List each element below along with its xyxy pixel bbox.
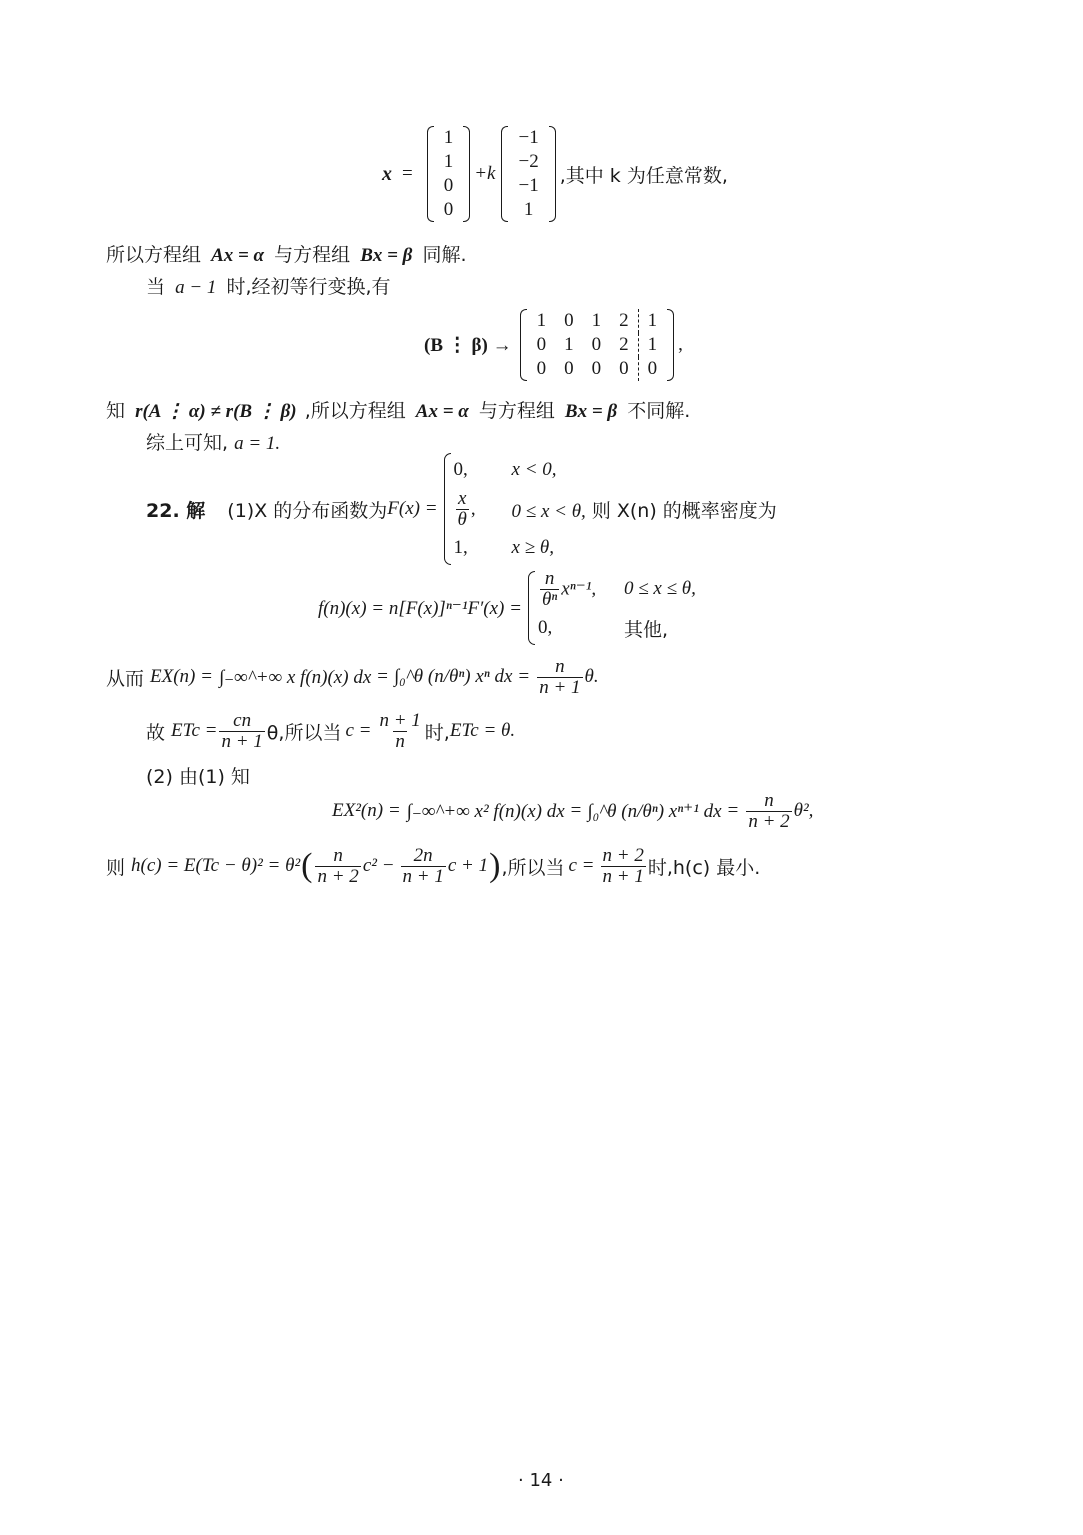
- part2-intro: [146, 762, 250, 789]
- case-value: [538, 569, 624, 610]
- arbitrary-constant-note: ,其中 k 为任意常数,: [559, 164, 728, 187]
- case-condition: 其他,: [623, 618, 668, 641]
- left-paren: (: [301, 847, 313, 884]
- vector-entry: 1: [443, 127, 454, 148]
- matrix-cell: 1: [591, 310, 602, 331]
- matrix-cell: 0: [564, 358, 574, 379]
- fraction-2n-over-n-plus-1: [401, 846, 446, 887]
- fraction-n-over-n-plus-1: [537, 657, 582, 698]
- comma: ,: [678, 334, 683, 355]
- result-a-equals-1: a = 1.: [234, 433, 281, 454]
- c-equals: c =: [345, 720, 372, 741]
- matrix-cell: 0: [619, 358, 629, 379]
- equals-sign: =: [727, 800, 739, 821]
- matrix-cell: 0: [564, 310, 574, 331]
- case-value: 1,: [453, 537, 468, 559]
- plus-k-term: +k: [474, 163, 496, 184]
- density-intro: 则 X(n) 的概率密度为: [591, 499, 777, 522]
- numerator: n: [764, 789, 774, 811]
- c-equals: c =: [568, 855, 595, 876]
- rank-inequality: r(A ⋮ α) ≠ r(B ⋮ β): [135, 401, 297, 422]
- text: 不同解.: [627, 400, 691, 422]
- power-term: xⁿ⁻¹,: [561, 578, 597, 599]
- vector-entry: 0: [443, 175, 454, 196]
- reduced-augmented-matrix: [520, 309, 675, 381]
- text: 时,经初等行变换,有: [226, 276, 391, 298]
- comma: ,: [470, 498, 476, 519]
- expectation-lhs: EX(n) =: [150, 666, 213, 687]
- vector-entry: −2: [518, 151, 539, 172]
- condition-a: a − 1: [175, 277, 217, 298]
- right-paren: ): [489, 847, 501, 884]
- case-value: 0,: [537, 617, 553, 639]
- density-equation: [318, 567, 706, 646]
- basis-solution-vector: [501, 126, 555, 222]
- density-piecewise: [526, 569, 706, 648]
- vector-entry: 1: [523, 199, 534, 220]
- second-moment-lhs: EX²(n) =: [332, 800, 401, 821]
- equals-sign: =: [402, 163, 413, 184]
- case-value: [454, 489, 512, 530]
- equation-bx-beta: Bx = β: [360, 245, 413, 266]
- vector-entry: −1: [518, 175, 539, 196]
- c-squared-term: c² −: [362, 855, 395, 876]
- text: 与方程组: [274, 244, 351, 266]
- expectation-line: [106, 654, 599, 700]
- fraction-n-plus-2-over-n-plus-1: [601, 846, 646, 887]
- matrix-cell: 0: [591, 334, 602, 355]
- text: 所以方程组: [106, 244, 202, 266]
- numerator: x: [457, 487, 467, 509]
- text: (2) 由(1) 知: [146, 766, 250, 788]
- vector-entry: 1: [443, 151, 454, 172]
- vector-entry: 0: [443, 199, 454, 220]
- particular-solution-vector: [427, 126, 471, 222]
- problem-22-part1-cdf: [146, 450, 787, 568]
- fraction-n-over-n-plus-2: [746, 791, 791, 832]
- equation-ax-alpha: Ax = α: [415, 401, 469, 422]
- text: 与方程组: [478, 400, 555, 422]
- numerator: n: [544, 567, 555, 589]
- case-value: 0,: [453, 458, 468, 480]
- denominator: θⁿ: [541, 588, 558, 610]
- etc-lhs: ETc =: [171, 720, 218, 741]
- fraction-cn-over-n-plus-1: [219, 711, 264, 752]
- rank-comparison-line: [106, 396, 690, 423]
- equals-sign: =: [570, 800, 582, 821]
- equals-sign: =: [377, 666, 388, 687]
- case-condition: x ≥ θ,: [511, 537, 554, 559]
- denominator: n + 2: [748, 810, 790, 832]
- case-condition: x < 0,: [511, 458, 557, 480]
- numerator: n: [555, 655, 565, 677]
- equation-bx-beta: Bx = β: [564, 401, 618, 422]
- fraction-n-plus-1-over-n: [377, 711, 422, 752]
- matrix-cell: 2: [619, 334, 629, 355]
- text: 综上可知,: [146, 432, 229, 454]
- denominator: n + 1: [221, 730, 263, 752]
- mse-lhs: h(c) = E(Tc − θ)² = θ²: [131, 855, 301, 876]
- integral-full-range: ∫₋∞^+∞ x f(n)(x) dx: [218, 666, 372, 688]
- numerator: cn: [233, 709, 252, 731]
- integral-0-to-theta: ∫₀^θ (n/θⁿ) xⁿ⁺¹ dx: [587, 800, 722, 822]
- equation-ax-alpha: Ax = α: [211, 245, 265, 266]
- case-condition: 0 ≤ x < θ,: [511, 500, 586, 522]
- matrix-cell: 0: [591, 358, 602, 379]
- text: 知: [106, 400, 126, 422]
- denominator: n + 1: [602, 865, 644, 887]
- denominator: n + 2: [317, 865, 359, 887]
- numerator: n + 1: [379, 709, 421, 731]
- mse-line: [106, 842, 760, 890]
- text: 时,: [424, 721, 450, 744]
- matrix-cell: 1: [638, 309, 666, 333]
- fraction-n-over-n-plus-2: [315, 846, 360, 887]
- vector-x-symbol: x: [382, 162, 392, 185]
- matrix-cell: 1: [564, 334, 574, 355]
- case-condition: 0 ≤ x ≤ θ,: [623, 578, 696, 599]
- case-condition-cell: [512, 489, 787, 530]
- denominator: θ: [457, 508, 467, 530]
- etc-result: ETc = θ.: [449, 720, 516, 741]
- text: ,所以当: [501, 856, 565, 879]
- vector-entry: −1: [518, 127, 539, 148]
- integral-0-to-theta: ∫₀^θ (n/θⁿ) xⁿ dx: [393, 666, 513, 687]
- unbiased-line: [146, 708, 515, 754]
- numerator: n + 2: [602, 844, 644, 866]
- numerator: n: [333, 844, 343, 866]
- equals-sign: =: [518, 666, 530, 687]
- augmented-matrix-label: (B ⋮ β) →: [424, 334, 512, 356]
- solution-vector-equation: [382, 118, 728, 230]
- fraction-x-over-theta: [456, 489, 469, 530]
- problem-label: 22. 解: [146, 499, 206, 522]
- cdf-piecewise: [442, 451, 787, 568]
- text: ,所以方程组: [304, 400, 406, 422]
- matrix-cell: 1: [638, 333, 666, 357]
- matrix-cell: 2: [619, 310, 629, 331]
- part1-intro: (1)X 的分布函数为: [227, 499, 388, 522]
- same-solution-line: [106, 240, 467, 267]
- c-linear-term: c + 1: [447, 855, 489, 876]
- density-lhs: f(n)(x) = n[F(x)]ⁿ⁻¹F′(x) =: [318, 597, 522, 619]
- cdf-lhs: F(x) =: [387, 498, 438, 519]
- integral-full-range: ∫₋∞^+∞ x² f(n)(x) dx: [406, 800, 565, 822]
- text: 从而: [106, 667, 145, 690]
- second-moment-equation: [332, 788, 813, 834]
- text: 时,h(c) 最小.: [647, 856, 761, 879]
- fraction-n-over-theta-n: [540, 569, 559, 610]
- text: 故: [146, 721, 166, 744]
- theta-squared-tail: θ²,: [793, 800, 814, 821]
- denominator: n + 1: [539, 676, 581, 698]
- page-number: · 14 ·: [518, 1470, 564, 1491]
- matrix-cell: 0: [638, 357, 666, 381]
- denominator: n: [395, 730, 405, 752]
- row-reduction-equation: [424, 303, 683, 387]
- text: 同解.: [422, 244, 467, 266]
- denominator: n + 1: [402, 865, 444, 887]
- case-a-line: [146, 272, 391, 299]
- matrix-cell: 0: [536, 358, 547, 379]
- text: 当: [146, 276, 166, 298]
- numerator: 2n: [413, 844, 433, 866]
- theta-tail: θ.: [584, 666, 599, 687]
- matrix-cell: 1: [536, 310, 547, 331]
- text: 则: [106, 856, 126, 879]
- text: θ,所以当: [266, 721, 342, 744]
- matrix-cell: 0: [536, 334, 547, 355]
